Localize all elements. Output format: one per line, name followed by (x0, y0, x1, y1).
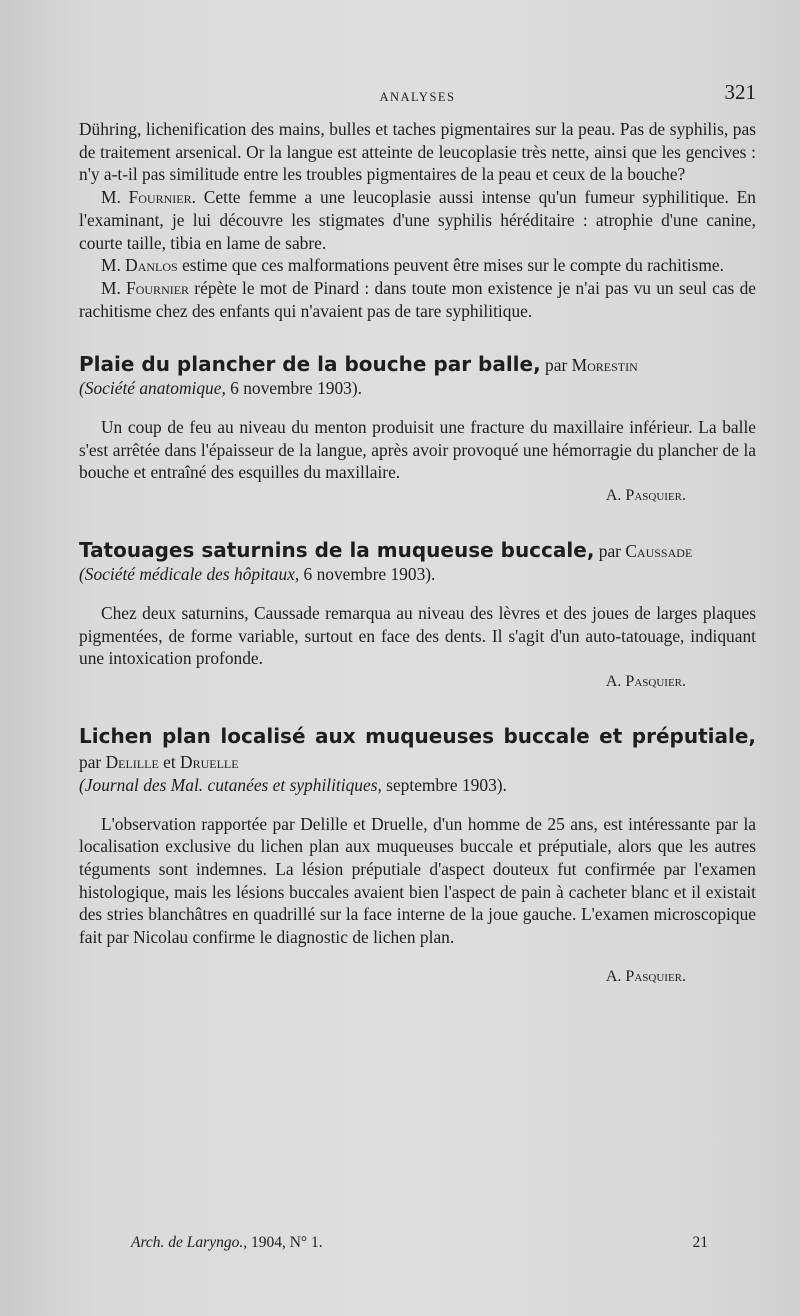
paragraph-text: répète le mot de Pinard : dans toute mon existence je n'ai pas vu un seul cas de rachitisme chez des enfants qui n'avaient pas de tare syphilitique. (79, 277, 756, 321)
article-1-source (79, 377, 756, 400)
source-date: septembre 1903). (381, 774, 507, 795)
citation-journal: Arch. de Laryngo., (131, 1234, 248, 1251)
article-3-heading (79, 724, 756, 774)
footer-citation (131, 1234, 323, 1252)
article-1-heading (79, 352, 756, 377)
page-header (79, 78, 756, 118)
paragraph-text: Cette femme a une leucoplasie aussi intense qu'un fumeur syphilitique. En l'examinant, je lui découvre les stigmates d'une syphilis héréditaire : atrophie d'une canine, courte taille, tibia en lame de sabre. (79, 187, 756, 253)
article-1-signature: A. Pasquier. (605, 487, 686, 505)
article-author: Caussade (625, 541, 693, 562)
intro-paragraph-1: Dühring, lichenification des mains, bulles et taches pigmentaires sur la peau. Pas de syphilis, pas de traitement arsenical. Or la langue est atteinte de leucoplasie très nette, ainsi que les gencives : n'y a-t-il pas similitude entre les troubles pigmentaires de la peau et ceux de la bouche? (79, 119, 756, 185)
speaker-name: M. Fournier (101, 277, 190, 298)
intro-paragraph-3 (79, 254, 756, 277)
article-3-signature: A. Pasquier. (605, 967, 686, 985)
sheet-number: 21 (692, 1234, 708, 1251)
paragraph-text: estime que ces malformations peuvent être mises sur le compte du rachitisme. (177, 255, 724, 276)
article-title: Lichen plan localisé aux muqueuses buccale et préputiale, (79, 723, 756, 748)
article-2-source (79, 563, 756, 586)
article-author-2: Druelle (180, 751, 239, 772)
article-2-body: Chez deux saturnins, Caussade remarqua au niveau des lèvres et des joues de larges plaques pigmentées, de forme variable, surtout en face des dents. Il s'agit d'un auto-tatouage, indiquant une intoxication profonde. (79, 602, 756, 669)
speaker-name: M. Fournier. (101, 187, 196, 208)
source-date: 6 novembre 1903). (225, 378, 363, 399)
article-3-source (79, 774, 756, 797)
speaker-name: M. Danlos (101, 255, 178, 276)
running-head: ANALYSES (379, 90, 456, 104)
intro-paragraph-2 (79, 186, 756, 254)
article-3-body: L'observation rapportée par Delille et Druelle, d'un homme de 25 ans, est intéressante par la localisation exclusive du lichen plan aux muqueuses buccale et préputiale, alors que les autres téguments sont indemnes. La lésion préputiale d'aspect douteux fut confirmée par l'examen histologique, mais les lésions buccales avaient bien l'aspect de pain à cacheter blanc et il existait des stries blanchâtres en quadrillé sur la face interne de la joue gauche. L'examen microscopique fait par Nicolau confirme le diagnostic de lichen plan. (79, 813, 756, 948)
source-journal: (Société anatomique, (79, 378, 226, 399)
source-journal: (Société médicale des hôpitaux, (79, 564, 300, 585)
and-word: et (158, 751, 181, 772)
article-author-1: Delille (105, 751, 159, 772)
article-1-body: Un coup de feu au niveau du menton produisit une fracture du maxillaire inférieur. La balle s'est arrêtée dans l'épaisseur de la langue, après avoir provoqué une hémorragie du plancher de la bouche et entraîné des esquilles du maxillaire. (79, 417, 756, 483)
article-title: Plaie du plancher de la bouche par balle, (79, 352, 541, 377)
citation-issue: 1904, N° 1. (247, 1234, 323, 1251)
by-word: par (594, 541, 626, 562)
article-2-heading (79, 538, 756, 563)
intro-paragraph-4 (79, 277, 756, 322)
article-2-signature: A. Pasquier. (605, 672, 686, 690)
article-title: Tatouages saturnins de la muqueuse buccale, (79, 538, 595, 563)
article-author: Morestin (571, 355, 638, 376)
by-word: par (79, 751, 106, 772)
page-number: 321 (724, 80, 756, 104)
by-word: par (540, 355, 572, 376)
source-date: 6 novembre 1903). (299, 564, 436, 585)
source-journal: (Journal des Mal. cutanées et syphilitiques, (79, 774, 382, 795)
